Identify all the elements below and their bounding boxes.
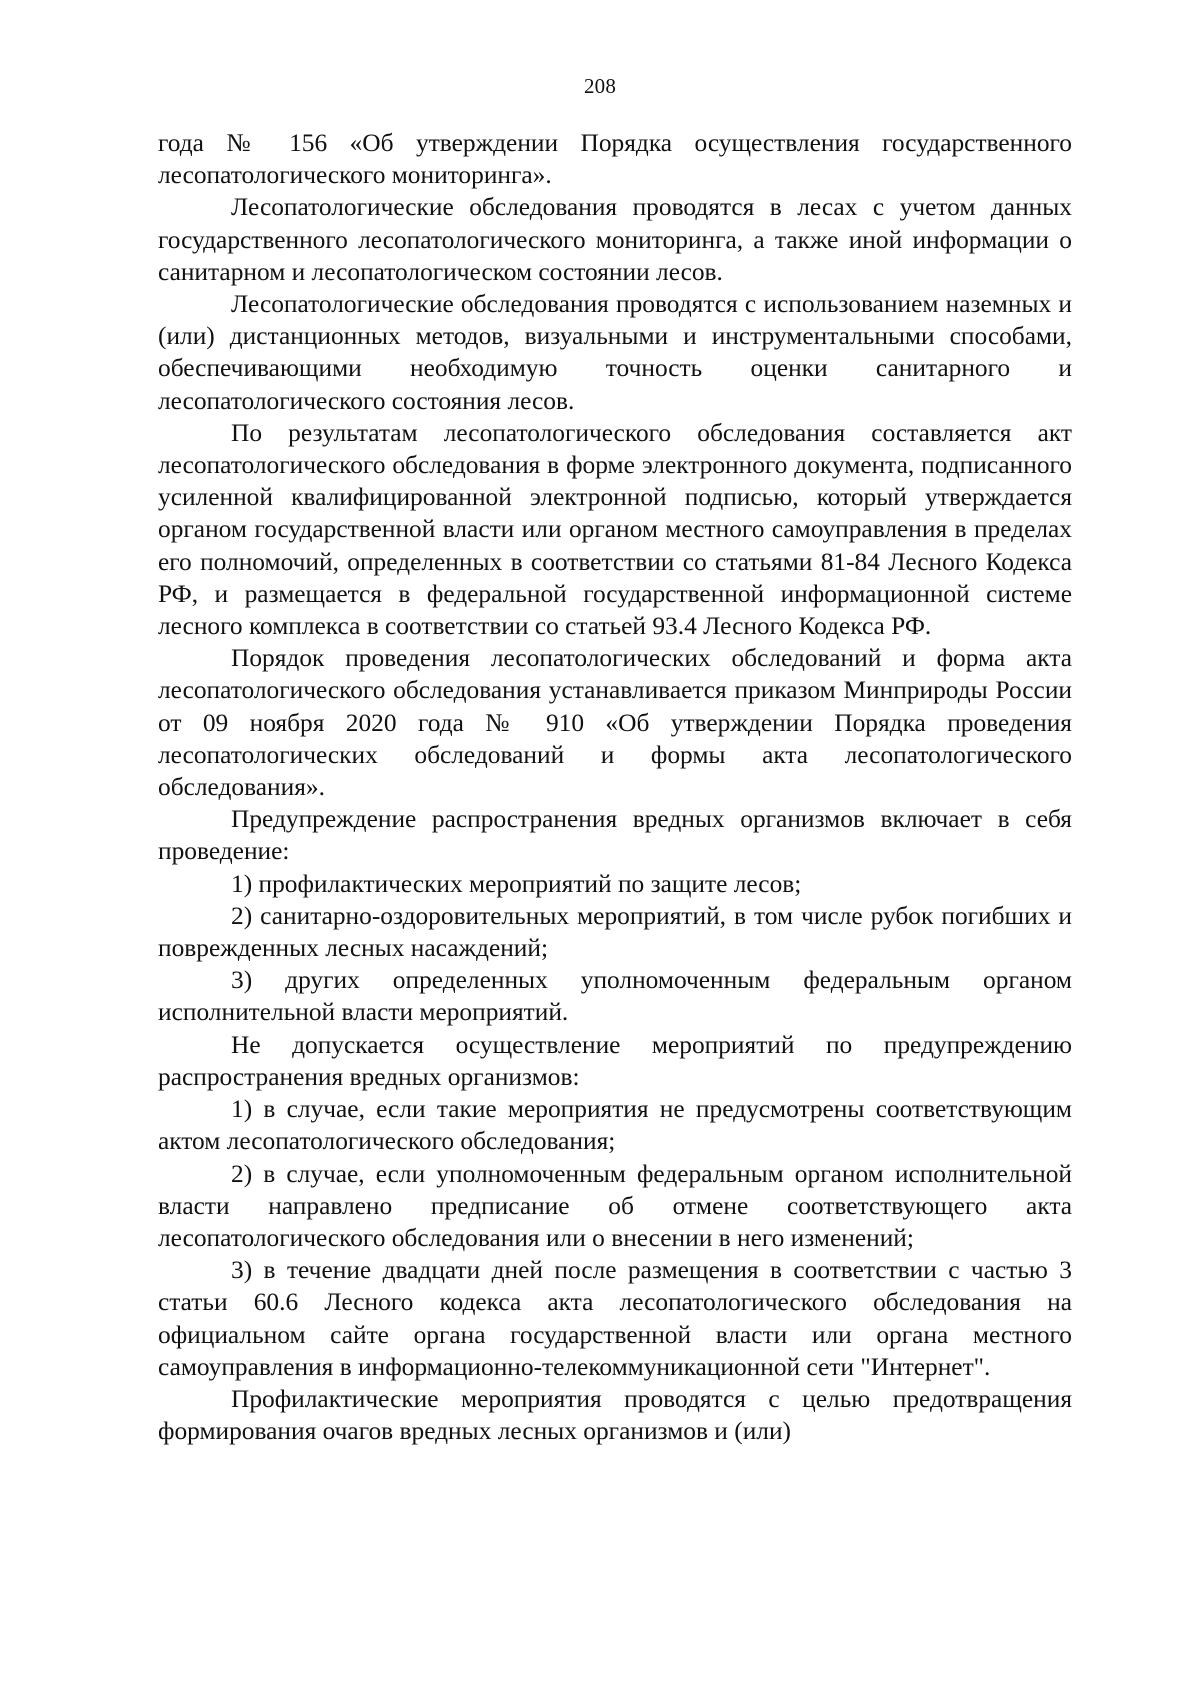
paragraph-3: Лесопатологические обследования проводятся с использованием наземных и (или) дистанционных методов, визуальными и инструментальными способами, обеспечивающими необходимую точность оценки санитарного и лесопатологического состояния лесов.: [158, 290, 1072, 415]
restriction-item-2: 2) в случае, если уполномоченным федеральным органом исполнительной власти направлено предписание об отмене соответствующего акта лесопатологического обследования или о внесении в него изменений;: [158, 1159, 1072, 1252]
restriction-item-3: 3) в течение двадцати дней после размещения в соответствии с частью 3 статьи 60.6 Лесного кодекса акта лесопатологического обследования на официальном сайте органа государственной власти или органа местного самоуправления в информационно-телекоммуникационной сети "Интернет".: [158, 1256, 1072, 1381]
list-item-1: 1) профилактических мероприятий по защите лесов;: [231, 869, 802, 898]
page-number: 208: [583, 74, 617, 98]
paragraph-8: Профилактические мероприятия проводятся с целью предотвращения формирования очагов вредных лесных организмов и (или): [158, 1384, 1072, 1446]
paragraph-5: Порядок проведения лесопатологических обследований и форма акта лесопатологического обследования устанавливается приказом Минприроды России от 09 ноября 2020 года № 910 «Об утверждении Порядка проведения лесопатологических обследований и формы акта лесопатологического обследования».: [158, 644, 1072, 802]
paragraph-4: По результатам лесопатологического обследования составляется акт лесопатологического обследования в форме электронного документа, подписанного усиленной квалифицированной электронной подписью, который утверждается органом государственной власти или органом местного самоуправления в пределах его полномочий, определенных в соответствии со статьями 81-84 Лесного Кодекса РФ, и размещается в федеральной государственной информационной системе лесного комплекса в соответствии со статьей 93.4 Лесного Кодекса РФ.: [158, 418, 1072, 641]
paragraph-2: Лесопатологические обследования проводятся в лесах с учетом данных государственного лесопатологического мониторинга, а также иной информации о санитарном и лесопатологическом состоянии лесов.: [158, 193, 1072, 286]
paragraph-1: года № 156 «Об утверждении Порядка осуществления государственного лесопатологического мониторинга».: [158, 129, 1072, 190]
list-item-3: 3) других определенных уполномоченным федеральным органом исполнительной власти мероприятий.: [158, 966, 1072, 1027]
paragraph-7: Не допускается осуществление мероприятий по предупреждению распространения вредных организмов:: [158, 1030, 1072, 1091]
document-body: [158, 127, 1072, 1447]
list-item-2: 2) санитарно-оздоровительных мероприятий, в том числе рубок погибших и поврежденных лесных насаждений;: [158, 901, 1072, 963]
restriction-item-1: 1) в случае, если такие мероприятия не предусмотрены соответствующим актом лесопатологического обследования;: [158, 1095, 1072, 1156]
paragraph-6: Предупреждение распространения вредных организмов включает в себя проведение:: [158, 805, 1072, 866]
